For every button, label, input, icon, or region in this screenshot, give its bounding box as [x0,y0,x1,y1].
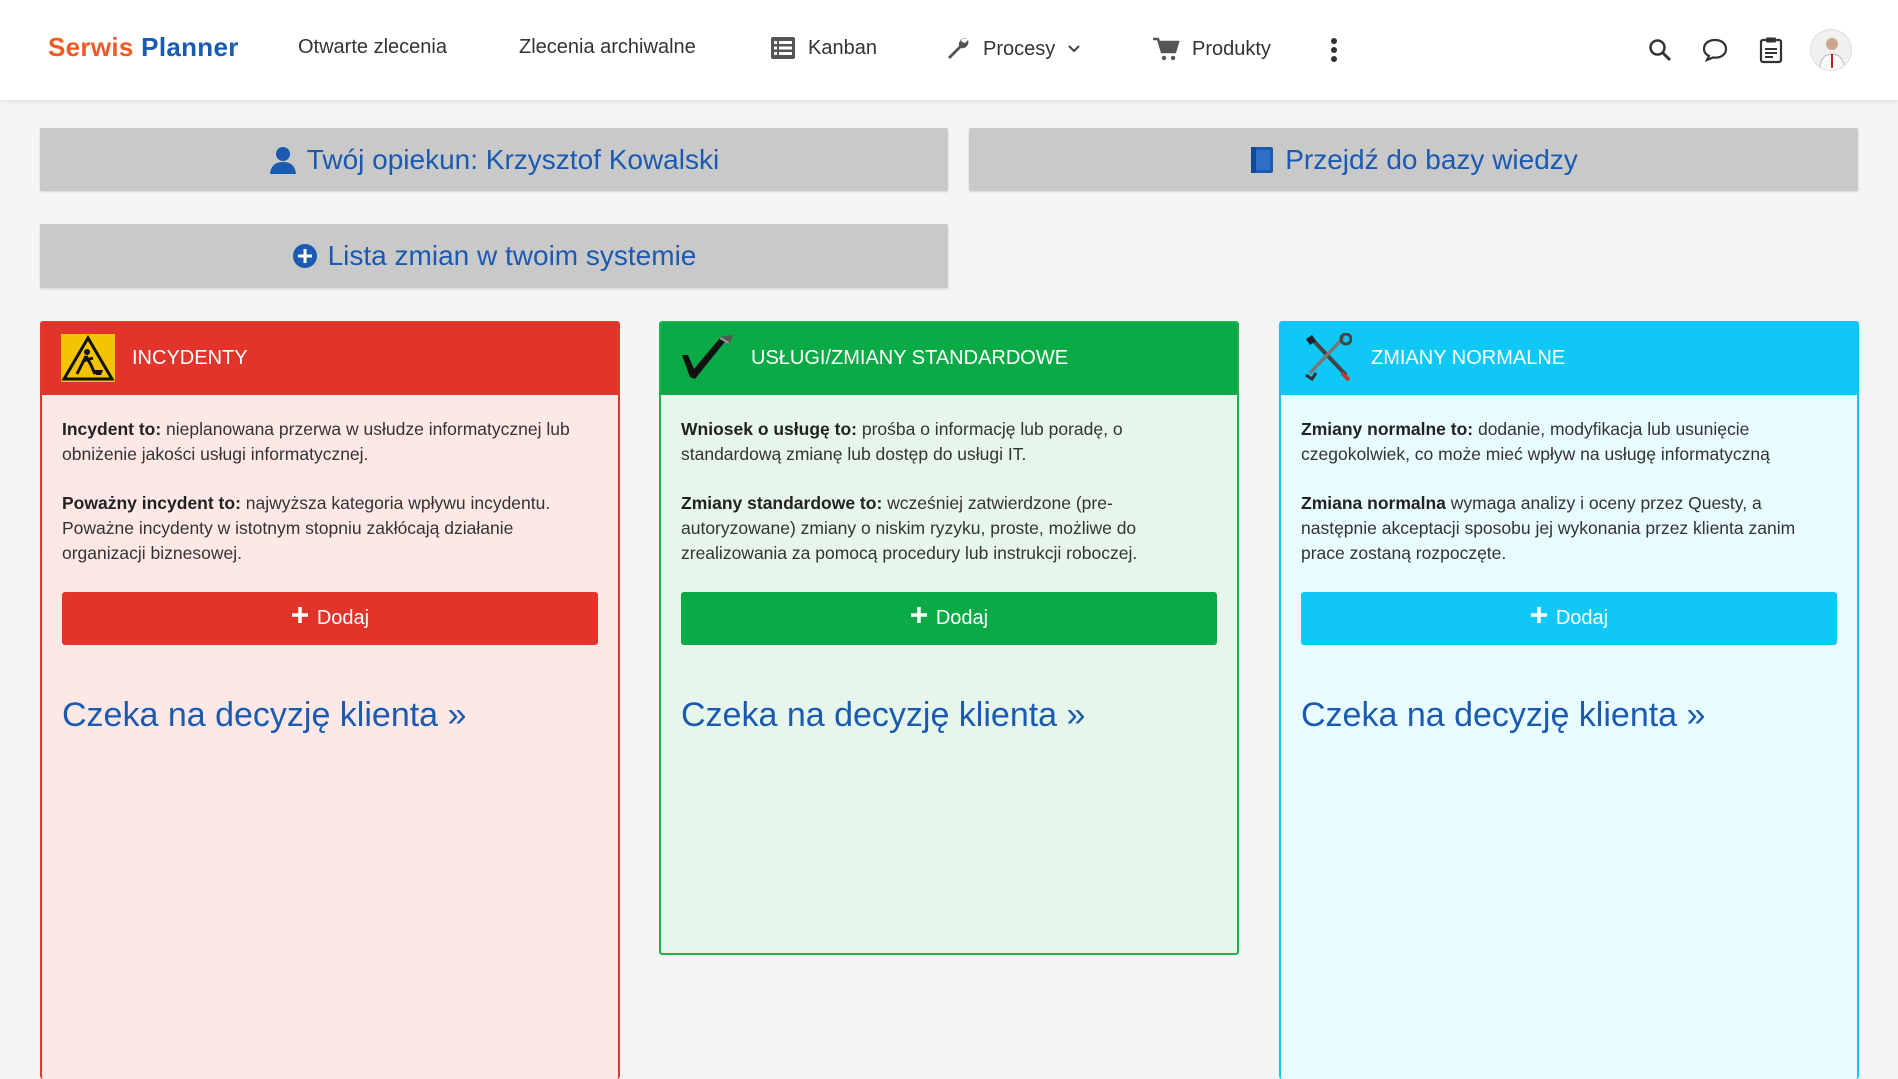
list-icon [770,36,796,60]
normal-changes-bold: Zmiany normalne to: [1301,419,1474,439]
normal-changes-definition [1301,417,1837,467]
clipboard-icon[interactable] [1753,30,1789,70]
knowledge-base-banner[interactable] [969,128,1858,191]
incidents-card-header [40,321,620,395]
checkmark-pen-icon [679,330,735,386]
service-request-text: prośba o informację lub poradę, o standardową zmianę lub dostęp do usługi IT. [681,419,1123,464]
search-icon[interactable] [1642,30,1678,70]
service-request-definition [681,417,1217,467]
incidents-def-text: nieplanowana przerwa w usłudze informatycznej lub obniżenie jakości usługi informatycznej. [62,419,570,464]
nav-archived-orders[interactable] [519,36,696,59]
chat-icon[interactable] [1697,30,1733,70]
incidents-card-title: INCYDENTY [132,346,248,369]
normal-change-bold: Zmiana normalna [1301,493,1446,513]
standard-change-bold: Zmiany standardowe to: [681,493,883,513]
nav-kanban-label: Kanban [808,36,877,59]
plus-icon [291,606,309,631]
incidents-definition [62,417,598,467]
nav-processes[interactable] [945,36,1081,62]
service-request-bold: Wniosek o usługę to: [681,419,857,439]
knowledge-base-label: Przejdź do bazy wiedzy [1285,143,1578,175]
brand-part-2: Planner [141,32,239,62]
plus-circle-icon [292,243,318,269]
major-incident-text: najwyższa kategoria wpływu incydentu. Poważne incydenty w istotnym stopniu zakłócają działanie organizacji biznesowej. [62,493,551,563]
normal-changes-text: dodanie, modyfikacja lub usunięcie czegokolwiek, co może mieć wpływ na usługę informatyczną [1301,419,1770,464]
cart-icon [1152,36,1180,62]
incidents-add-button[interactable] [62,592,598,645]
standard-changes-card-title: USŁUGI/ZMIANY STANDARDOWE [751,346,1069,369]
normal-changes-add-label: Dodaj [1555,607,1609,629]
nav-kanban[interactable] [770,36,877,60]
incidents-card-body [42,395,618,734]
tools-cross-icon [1299,330,1355,386]
normal-changes-card [1279,321,1859,1079]
standard-changes-add-button[interactable] [681,592,1217,645]
changelog-label: Lista zmian w twoim systemie [327,240,697,271]
nav-archived-orders-label: Zlecenia archiwalne [519,36,696,58]
top-navbar [0,0,1898,100]
nav-open-orders-label: Otwarte zlecenia [298,36,447,58]
normal-changes-add-button[interactable] [1301,592,1837,645]
normal-changes-card-title: ZMIANY NORMALNE [1371,346,1566,369]
changelog-banner[interactable] [40,224,948,288]
standard-change-definition [681,491,1217,566]
plus-icon [910,606,928,631]
incidents-decision-link[interactable]: Czeka na decyzję klienta » [62,696,467,734]
brand-logo[interactable] [48,32,239,63]
standard-changes-card-body [661,395,1237,734]
incidents-def-bold: Incydent to: [62,419,162,439]
nav-products[interactable] [1152,36,1271,62]
nav-open-orders[interactable] [298,36,447,59]
avatar[interactable] [1810,29,1852,71]
book-icon [1249,145,1275,175]
standard-changes-add-label: Dodaj [935,607,989,629]
brand-part-1: Serwis [48,32,134,62]
standard-changes-card-header [659,321,1239,395]
user-icon [269,146,297,174]
normal-changes-card-header [1279,321,1859,395]
major-incident-definition [62,491,598,566]
standard-changes-decision-link[interactable]: Czeka na decyzję klienta » [681,696,1086,734]
guardian-label: Twój opiekun: Krzysztof Kowalski [306,143,720,175]
standard-change-text: wcześniej zatwierdzone (pre-autoryzowane) zmiany o niskim ryzyku, proste, możliwe do zrealizowania za pomocą procedury lub instrukcji roboczej. [681,493,1138,563]
normal-changes-card-body [1281,395,1857,734]
normal-change-definition [1301,491,1837,566]
road-work-warning-icon [60,330,116,386]
nav-processes-label: Procesy [983,37,1056,60]
normal-changes-decision-link[interactable]: Czeka na decyzję klienta » [1301,696,1706,734]
incidents-add-label: Dodaj [316,607,370,629]
wrench-icon [945,36,971,62]
incidents-card [40,321,620,1079]
nav-products-label: Produkty [1192,37,1271,60]
plus-icon [1530,606,1548,631]
standard-changes-card [659,321,1239,955]
guardian-banner[interactable] [40,128,948,191]
more-vertical-icon[interactable] [1316,30,1352,70]
major-incident-bold: Poważny incydent to: [62,493,241,513]
normal-change-text: wymaga analizy i oceny przez Questy, a następnie akceptacji sposobu jej wykonania przez klienta zanim prace zostaną rozpoczęte. [1301,493,1796,563]
chevron-down-icon [1067,44,1081,54]
